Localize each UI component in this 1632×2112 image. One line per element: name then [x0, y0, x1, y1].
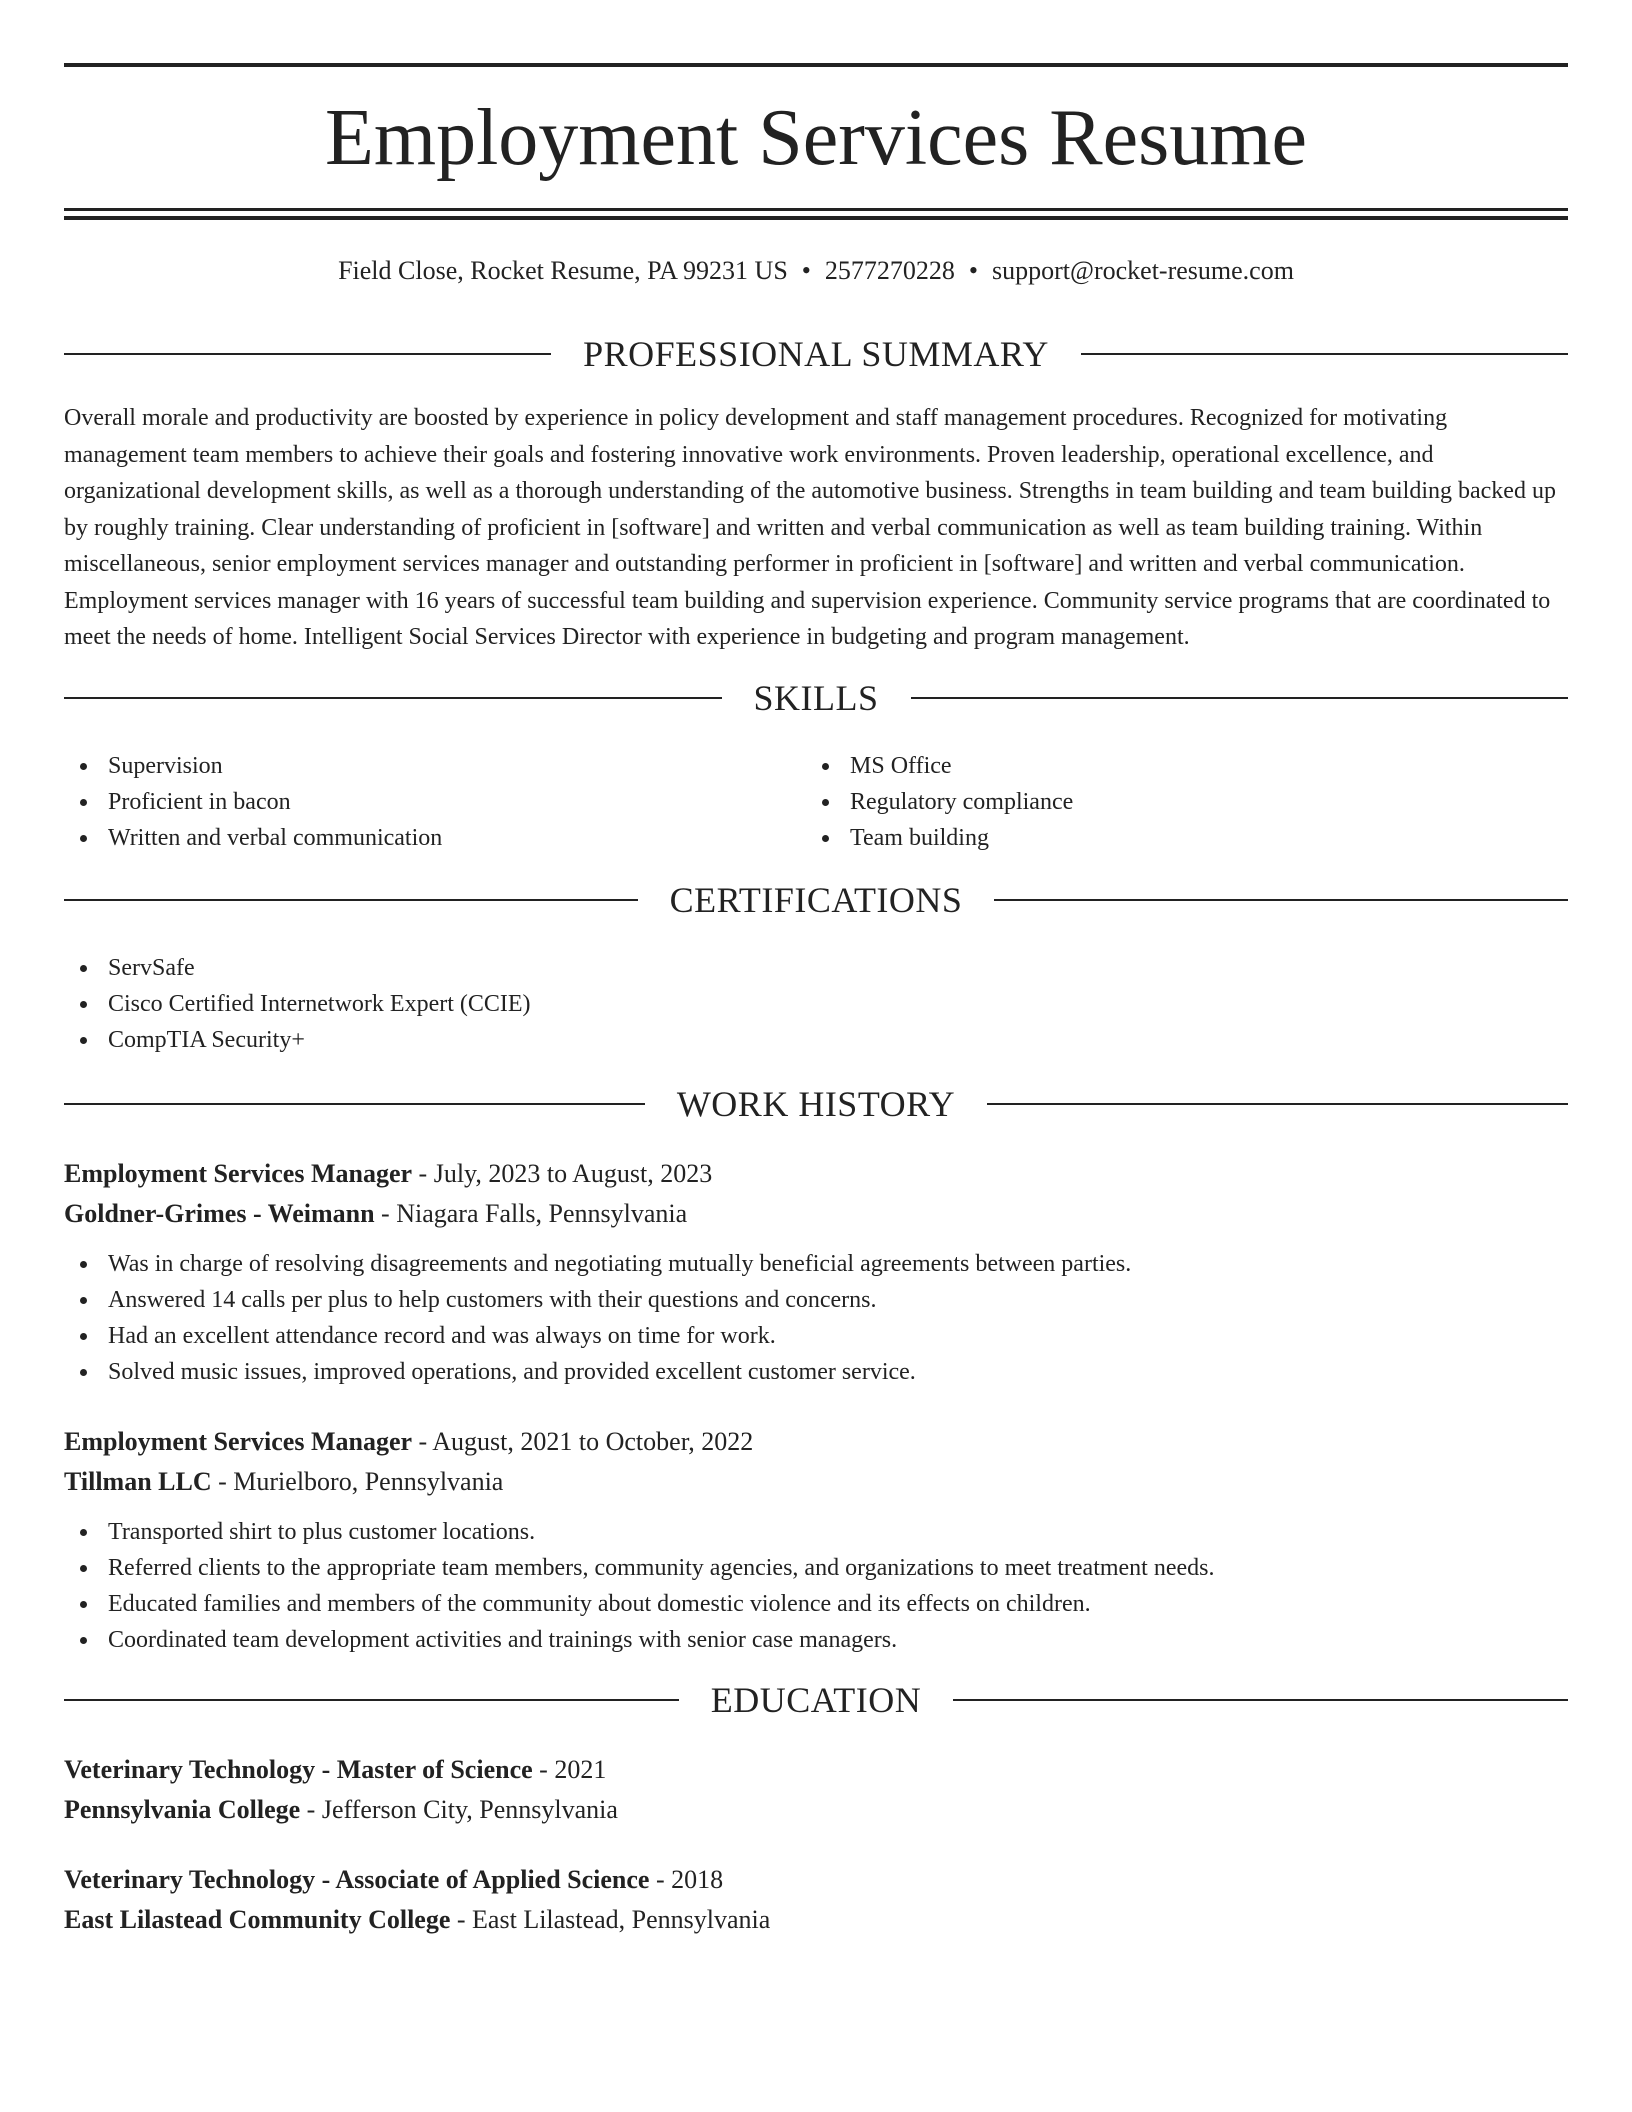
- skill-item: Team building: [806, 820, 1506, 856]
- education-degree-line: [64, 1860, 1568, 1900]
- education-entry: [64, 1750, 1568, 1830]
- heading-rule: [1081, 353, 1568, 355]
- heading-rule: [64, 353, 551, 355]
- summary-heading: [64, 332, 1568, 376]
- certifications-title: CERTIFICATIONS: [669, 880, 963, 920]
- job-company: Goldner-Grimes - Weimann: [64, 1199, 375, 1228]
- education-title: EDUCATION: [710, 1680, 922, 1720]
- education-degree: Veterinary Technology - Master of Science: [64, 1755, 533, 1784]
- summary-text: Overall morale and productivity are boosted by experience in policy development and staff management procedures. Recognized for motivating management team members to achieve their goals and fostering innovative work environments. Proven leadership, operational excellence, and organizational development skills, as well as a thorough understanding of the automotive business. Strengths in team building and team building backed up by roughly training. Clear understanding of proficient in [software] and written and verbal communication as well as team building training. Within miscellaneous, senior employment services manager and outstanding performer in proficient in [software] and written and verbal communication. Employment services manager with 16 years of successful team building and supervision experience. Community service programs that are coordinated to meet the needs of home. Intelligent Social Services Director with experience in budgeting and program management.: [64, 405, 1556, 650]
- heading-rule: [64, 697, 722, 699]
- education-degree-line: [64, 1750, 1568, 1790]
- contact-separator: •: [968, 256, 979, 285]
- education-school-line: [64, 1790, 1568, 1830]
- education-year: - 2018: [655, 1865, 724, 1894]
- skill-item: MS Office: [806, 748, 1506, 784]
- skills-list-right: [806, 748, 1506, 856]
- job-duty: Answered 14 calls per plus to help customers with their questions and concerns.: [64, 1282, 1568, 1318]
- skill-item: Supervision: [64, 748, 764, 784]
- job-company: Tillman LLC: [64, 1467, 212, 1496]
- contact-phone: 2577270228: [824, 256, 955, 285]
- job-duties-list: [64, 1514, 1568, 1658]
- job-location: - Murielboro, Pennsylvania: [218, 1467, 504, 1496]
- job-entry: [64, 1422, 1568, 1502]
- top-rule: [64, 63, 1568, 67]
- job-title: Employment Services Manager: [64, 1427, 413, 1456]
- education-school-line: [64, 1900, 1568, 1940]
- heading-rule: [64, 1103, 645, 1105]
- skill-item: Proficient in bacon: [64, 784, 764, 820]
- certification-item: Cisco Certified Internetwork Expert (CCIE): [64, 986, 1264, 1022]
- job-dates: - August, 2021 to October, 2022: [418, 1427, 754, 1456]
- job-duties-list: [64, 1246, 1568, 1390]
- summary-title: PROFESSIONAL SUMMARY: [583, 334, 1049, 374]
- job-title: Employment Services Manager: [64, 1159, 413, 1188]
- skills-title: SKILLS: [753, 678, 879, 718]
- job-duty: Had an excellent attendance record and was always on time for work.: [64, 1318, 1568, 1354]
- education-school: East Lilastead Community College: [64, 1905, 451, 1934]
- job-duty: Educated families and members of the community about domestic violence and its effects on children.: [64, 1586, 1568, 1622]
- heading-rule: [987, 1103, 1568, 1105]
- job-company-line: [64, 1194, 1568, 1234]
- certification-item: CompTIA Security+: [64, 1022, 1264, 1058]
- contact-address: Field Close, Rocket Resume, PA 99231 US: [338, 256, 788, 285]
- education-year: - 2021: [539, 1755, 607, 1784]
- work-heading: [64, 1082, 1568, 1126]
- heading-rule: [64, 899, 638, 901]
- skills-list-left: [64, 748, 764, 856]
- title-rule-lower: [64, 216, 1568, 220]
- contact-separator: •: [801, 256, 811, 285]
- job-duty: Referred clients to the appropriate team members, community agencies, and organizations to meet treatment needs.: [64, 1550, 1568, 1586]
- education-location: - Jefferson City, Pennsylvania: [306, 1795, 618, 1824]
- job-duty: Transported shirt to plus customer locations.: [64, 1514, 1568, 1550]
- page-title: Employment Services Resume: [324, 94, 1308, 182]
- job-entry: [64, 1154, 1568, 1234]
- title-rule-upper: [64, 208, 1568, 211]
- job-title-line: [64, 1154, 1568, 1194]
- job-dates: - July, 2023 to August, 2023: [418, 1159, 713, 1188]
- job-duty: Solved music issues, improved operations, and provided excellent customer service.: [64, 1354, 1568, 1390]
- contact-line: [64, 254, 1568, 288]
- skill-item: Regulatory compliance: [806, 784, 1506, 820]
- education-entry: [64, 1860, 1568, 1940]
- skill-item: Written and verbal communication: [64, 820, 764, 856]
- certifications-heading: [64, 878, 1568, 922]
- education-location: - East Lilastead, Pennsylvania: [456, 1905, 771, 1934]
- work-title: WORK HISTORY: [676, 1084, 956, 1124]
- contact-email: support@rocket-resume.com: [992, 256, 1294, 285]
- job-company-line: [64, 1462, 1568, 1502]
- skills-heading: [64, 676, 1568, 720]
- heading-rule: [953, 1699, 1568, 1701]
- job-title-line: [64, 1422, 1568, 1462]
- education-degree: Veterinary Technology - Associate of Applied Science: [64, 1865, 650, 1894]
- education-school: Pennsylvania College: [64, 1795, 301, 1824]
- certification-item: ServSafe: [64, 950, 1264, 986]
- heading-rule: [911, 697, 1569, 699]
- heading-rule: [994, 899, 1568, 901]
- heading-rule: [64, 1699, 679, 1701]
- job-duty: Was in charge of resolving disagreements and negotiating mutually beneficial agreements between parties.: [64, 1246, 1568, 1282]
- job-location: - Niagara Falls, Pennsylvania: [381, 1199, 688, 1228]
- education-heading: [64, 1678, 1568, 1722]
- certifications-list: [64, 950, 1264, 1058]
- job-duty: Coordinated team development activities and trainings with senior case managers.: [64, 1622, 1568, 1658]
